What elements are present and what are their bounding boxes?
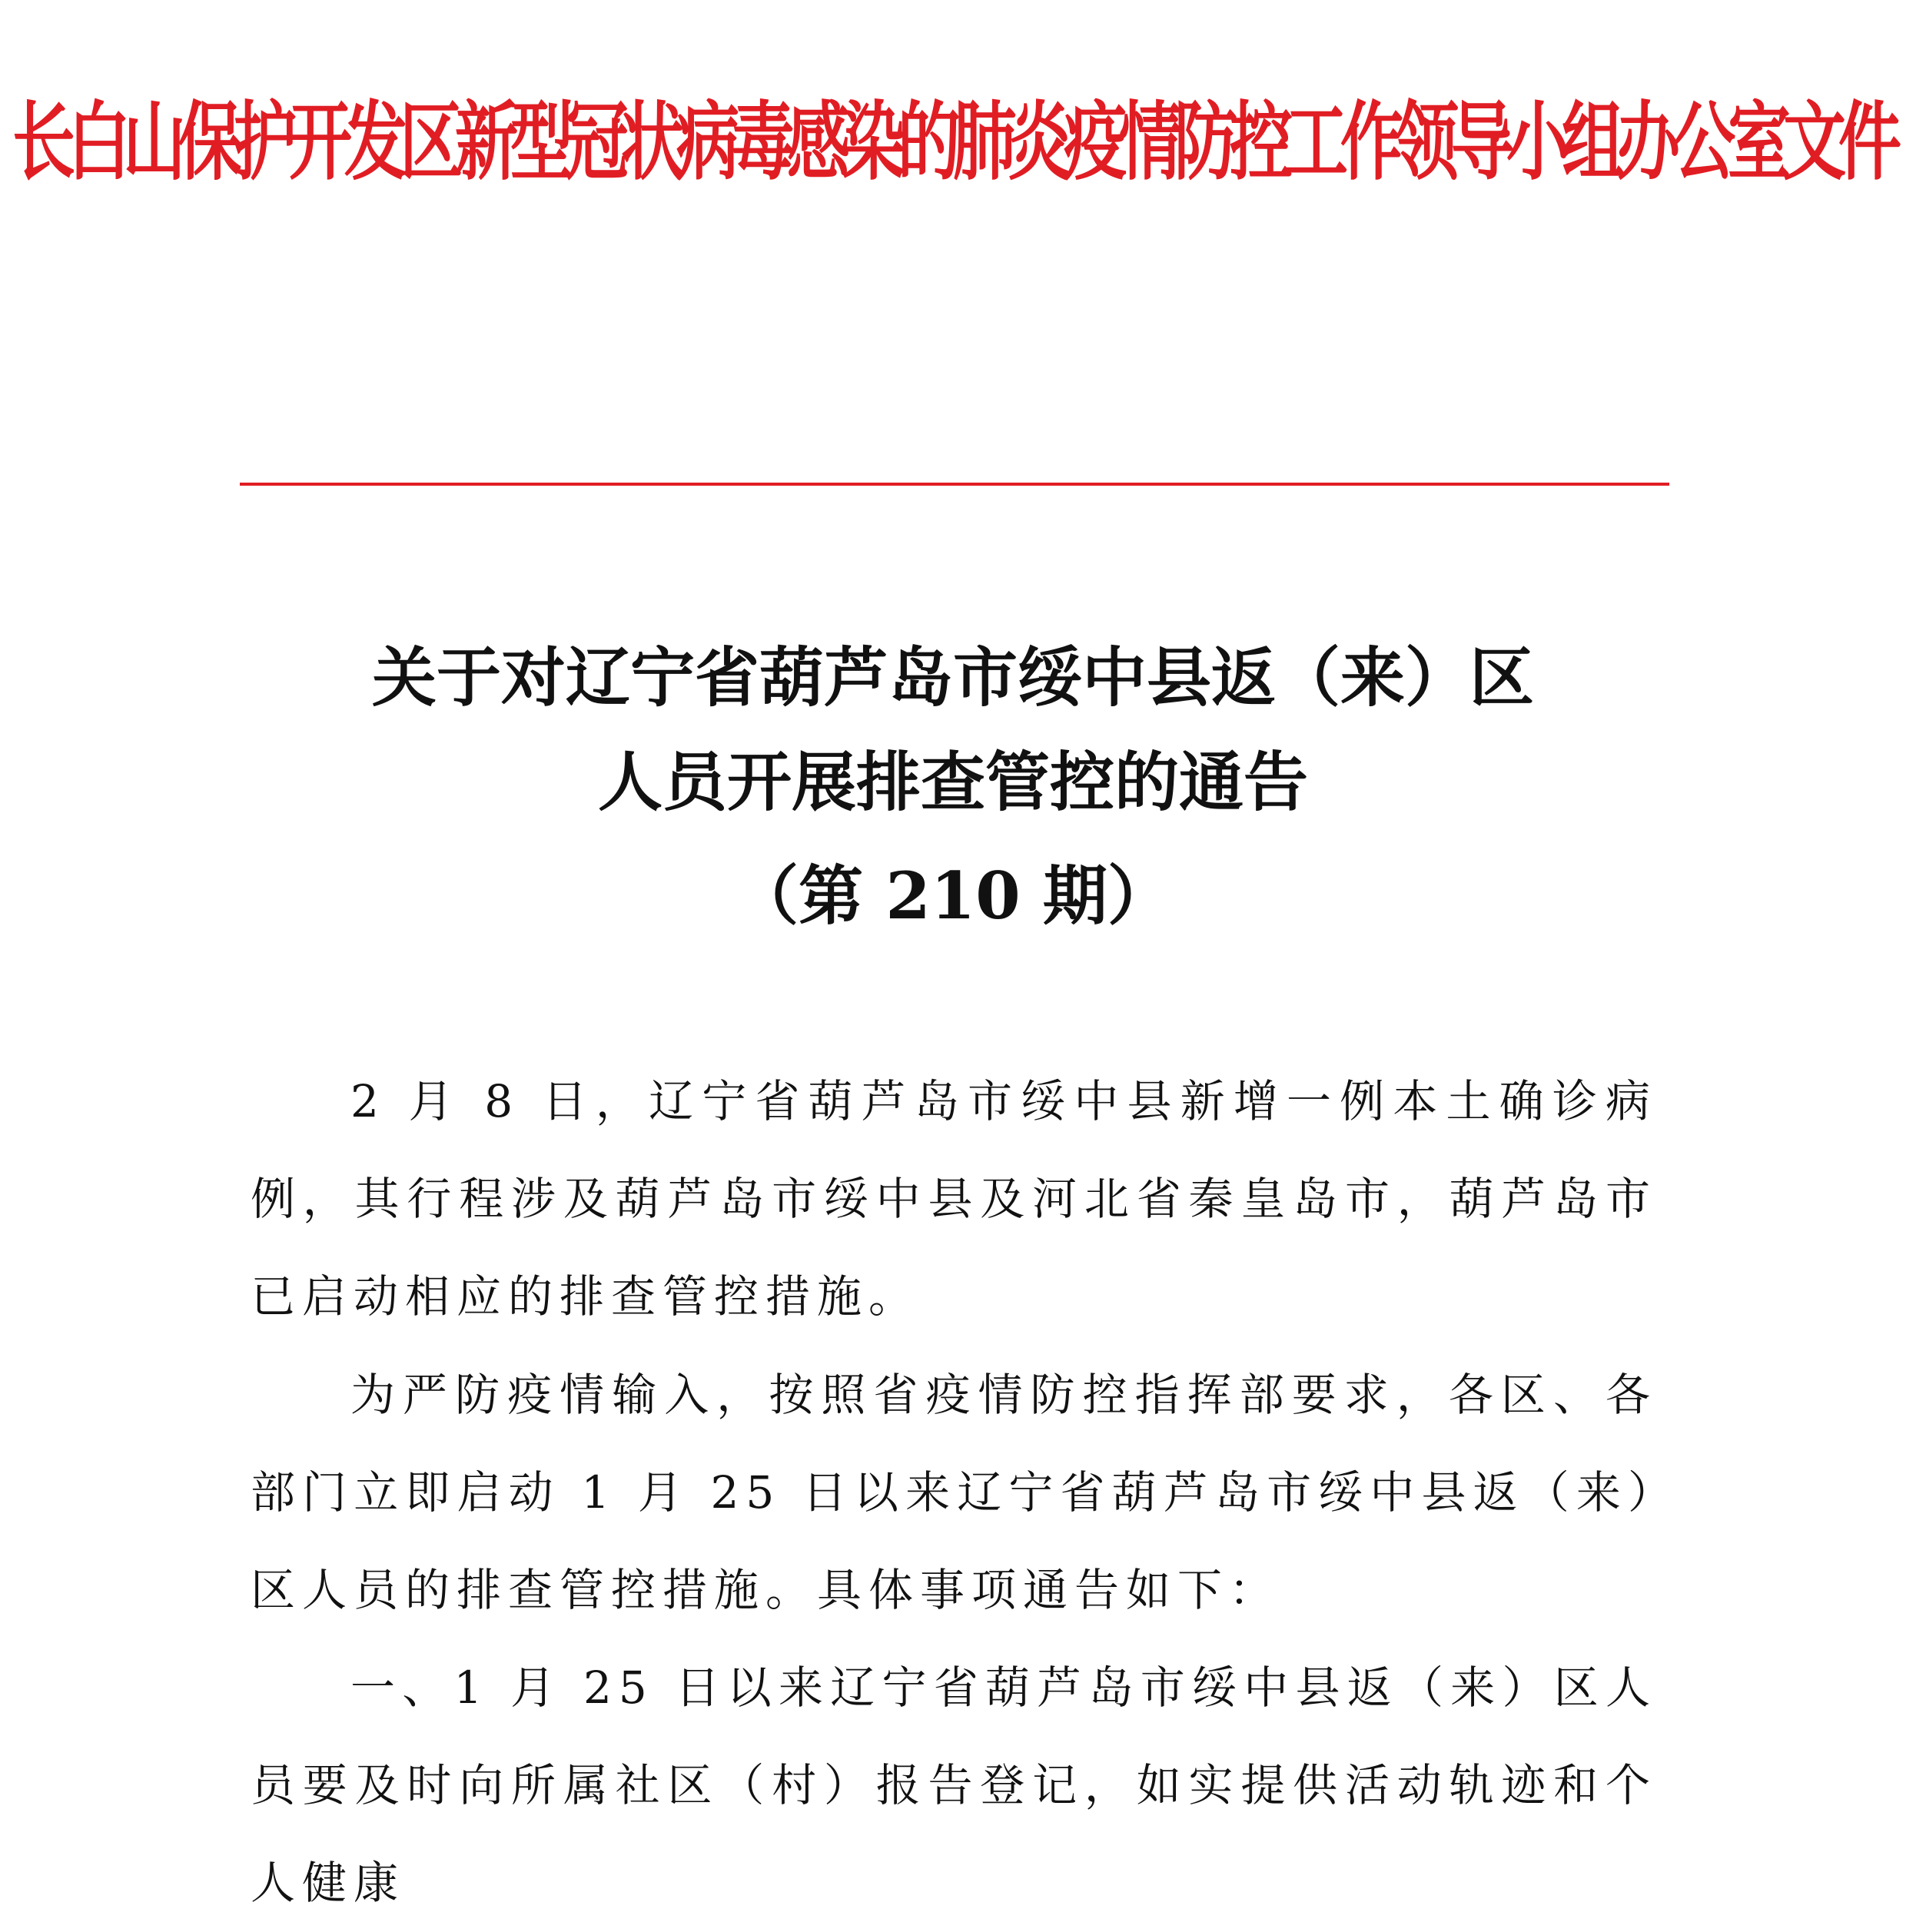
body-paragraph-2: 为严防疫情输入，按照省疫情防控指挥部要求，各区、各部门立即启动 1 月 25 日以来辽宁省葫芦岛市绥中县返（来）区人员的排查管控措施。具体事项通告如下：	[251, 1369, 1657, 1616]
notice-issue-number: （第 210 期）	[734, 858, 1172, 934]
red-divider-line	[240, 483, 1669, 486]
issuer-header: 长白山保护开发区新型冠状病毒感染的肺炎疫情防控工作领导小组办公室文件	[12, 92, 1894, 192]
notice-title-line-1: 关于对辽宁省葫芦岛市绥中县返（来）区	[371, 639, 1534, 715]
notice-title-line-2: 人员开展排查管控的通告	[597, 744, 1308, 820]
body-paragraph-1: 2 月 8 日，辽宁省葫芦岛市绥中县新增一例本土确诊病例，其行程涉及葫芦岛市绥中县及河北省秦皇岛市，葫芦岛市已启动相应的排查管控措施。	[251, 1075, 1657, 1323]
body-paragraph-3: 一、1 月 25 日以来辽宁省葫芦岛市绥中县返（来）区人员要及时向所属社区（村）报告登记，如实提供活动轨迹和个人健康	[251, 1661, 1657, 1909]
